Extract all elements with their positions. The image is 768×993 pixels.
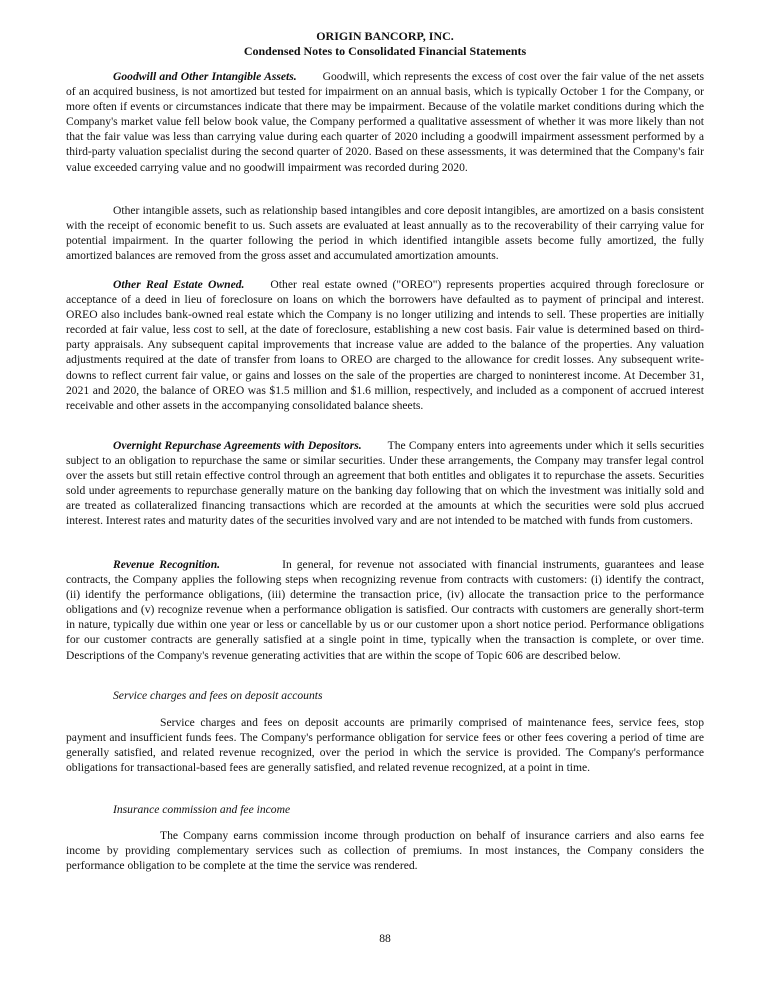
company-name: ORIGIN BANCORP, INC. xyxy=(316,29,454,43)
section-revenue-recognition xyxy=(66,557,704,663)
section-text: Goodwill, which represents the excess of cost over the fair value of the net assets of an acquired business, is not amortized but tested for impairment on an annual basis, which is typically October 1 for the Company, or more often if events or circumstances indicate that there may be impairment. Because of the volatile market conditions during which the Company's market value fell below book value, the Company performed a qualitative assessment of whether it was more likely than not that the fair value was less than carrying value during each quarter of 2020 including a goodwill impairment assessment performed by a third-party valuation specialist during the second quarter of 2020. Based on these assessments, it was determined that the Company's fair value exceeded carrying value and no goodwill impairment was recorded during 2020. xyxy=(66,70,704,174)
subsection-title-insurance: Insurance commission and fee income xyxy=(113,803,291,816)
section-heading: Other Real Estate Owned. xyxy=(113,278,245,291)
section-text: Other intangible assets, such as relationship based intangibles and core deposit intangibles, are amortized on a basis consistent with the receipt of economic benefit to us. Such assets are evaluated at least annually as to the recoverability of their carrying value for potential impairment. In the quarter following the period in which identified intangible assets become fully amortized, the fully amortized balances are removed from the gross asset and accumulated amortization amounts. xyxy=(66,204,704,263)
section-heading: Overnight Repurchase Agreements with Depositors. xyxy=(113,439,362,452)
section-text: The Company enters into agreements under which it sells securities subject to an obligation to repurchase the same or similar securities. Under these arrangements, the Company may transfer legal control over the assets but still retain effective control through an agreement that both entitles and obligates it to repurchase the assets. Securities sold under agreements to repurchase generally mature on the banking day following that on which the investment was initially sold and are treated as collateralized financing transactions which are recorded at the amounts at which the securities were sold plus accrued interest. Interest rates and maturity dates of the securities involved vary and are not intended to be matched with funds from customers. xyxy=(66,439,704,528)
subsection-insurance xyxy=(66,828,704,873)
section-heading: Goodwill and Other Intangible Assets. xyxy=(113,70,297,83)
subsection-title-service-charges: Service charges and fees on deposit accounts xyxy=(113,689,323,702)
subsection-service-charges xyxy=(66,715,704,775)
section-oreo xyxy=(66,277,704,413)
section-heading: Revenue Recognition. xyxy=(113,558,221,571)
section-other-intangibles xyxy=(66,203,704,263)
subsection-text: Service charges and fees on deposit accounts are primarily comprised of maintenance fees, service fees, stop payment and insufficient funds fees. The Company's performance obligation for service fees or other fees covering a period of time are generally satisfied, and related revenue recognized, over the period in which the service is provided. The Company's performance obligations for transactional-based fees are generally satisfied, and related revenue recognized, at a point in time. xyxy=(66,716,704,775)
section-text: In general, for revenue not associated with financial instruments, guarantees and lease contracts, the Company applies the following steps when recognizing revenue from contracts with customers: (i) identify the contract, (ii) identify the performance obligations, (iii) determine the transaction price, (iv) allocate the transaction price to the performance obligations and (v) recognize revenue when a performance obligation is satisfied. Our contracts with customers are generally short-term in nature, typically due within one year or less or cancellable by us or our customer upon a short notice period. Performance obligations for our customer contracts are generally satisfied at a single point in time, typically when the transaction is complete, or over time. Descriptions of the Company's revenue generating activities that are within the scope of Topic 606 are described below. xyxy=(66,558,705,662)
section-text: Other real estate owned ("OREO") represents properties acquired through foreclosure or acceptance of a deed in lieu of foreclosure on loans on which the borrowers have defaulted as to payment of principal and interest. OREO also includes bank-owned real estate which the Company is no longer utilizing and intends to sell. These properties are initially recorded at fair value, less cost to sell, at the date of foreclosure, establishing a new cost basis. Fair value is determined based on third-party appraisals. Any subsequent capital improvements that increase value are added to the balance of the properties. Any valuation adjustments required at the date of transfer from loans to OREO are charged to the allowance for credit losses. Any subsequent write-downs to reflect current fair value, or gains and losses on the sale of the properties are charged to noninterest income. At December 31, 2021 and 2020, the balance of OREO was $1.5 million and $1.6 million, respectively, and included as a component of accrued interest receivable and other assets in the accompanying consolidated balance sheets. xyxy=(66,278,705,412)
section-repurchase-agreements xyxy=(66,438,704,529)
document-subtitle: Condensed Notes to Consolidated Financial Statements xyxy=(243,44,527,58)
section-goodwill xyxy=(66,69,704,175)
subsection-text: The Company earns commission income through production on behalf of insurance carriers and also earns fee income by providing complementary services such as collection of premiums. In most instances, the Company considers the performance obligation to be complete at the time the service was rendered. xyxy=(66,829,704,873)
page-number: 88 xyxy=(379,932,391,945)
